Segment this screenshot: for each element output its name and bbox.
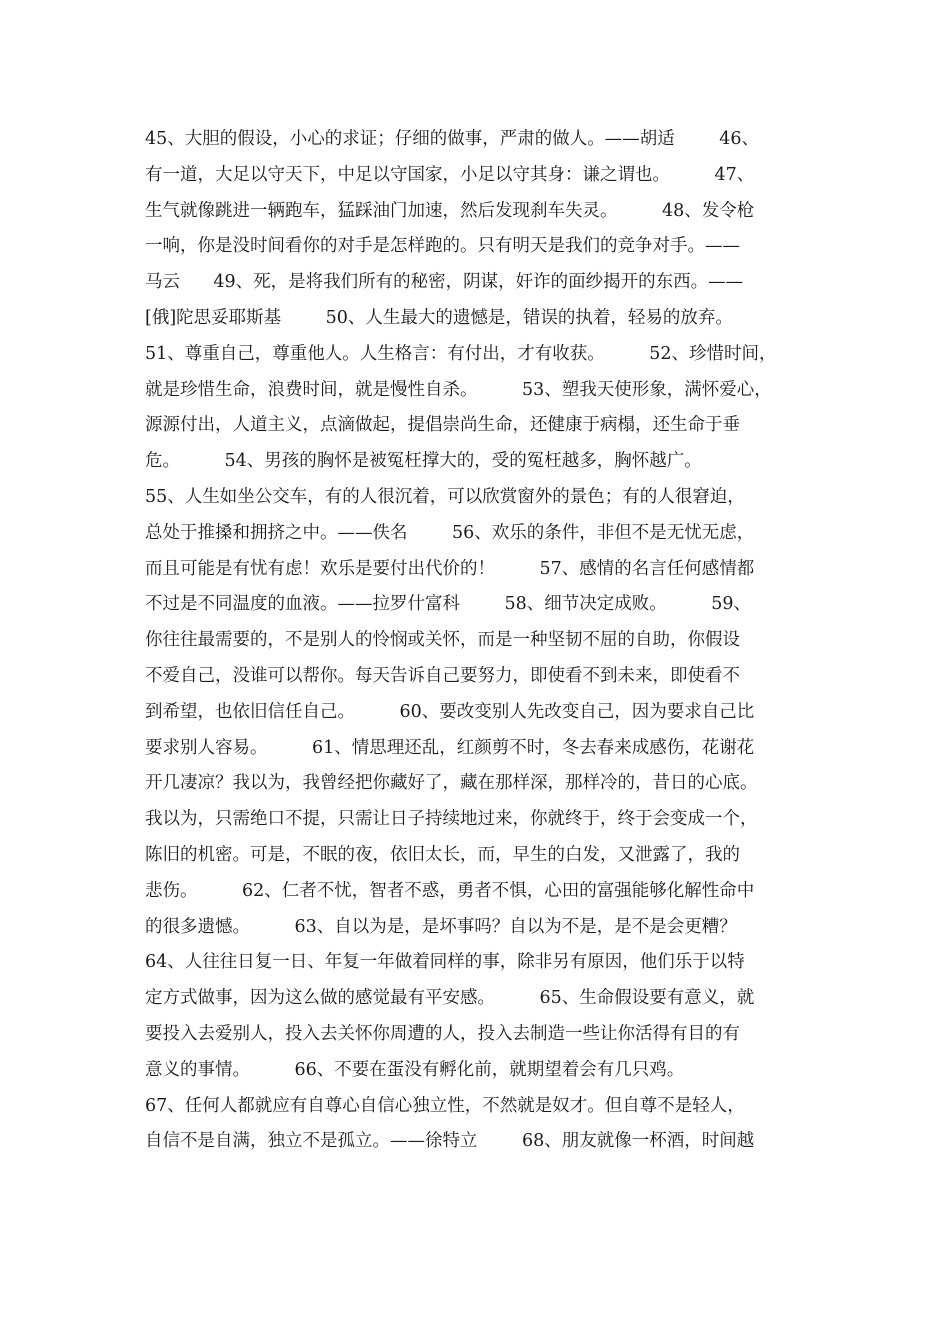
text-line: 要求别人容易。 61、情思理还乱，红颜剪不时，冬去春来成感伤，花谢花 [145, 737, 755, 758]
text-line: 到希望，也依旧信任自己。 60、要改变别人先改变自己，因为要求自己比 [145, 701, 755, 722]
text-line: 陈旧的机密。可是，不眠的夜，依旧太长，而，早生的白发，又泄露了，我的 [145, 844, 740, 865]
text-line: 一响，你是没时间看你的对手是怎样跑的。只有明天是我们的竞争对手。—— [145, 236, 740, 257]
text-line: 不过是不同温度的血液。——拉罗什富科 58、细节决定成败。 59、 [145, 594, 752, 615]
text-line: 危。 54、男孩的胸怀是被冤枉撑大的，受的冤枉越多，胸怀越广。 [145, 451, 702, 472]
text-line: 源源付出，人道主义，点滴做起，提倡崇尚生命，还健康于病榻，还生命于垂 [145, 415, 740, 436]
body-text [145, 122, 825, 1160]
text-line: 51、尊重自己，尊重他人。人生格言：有付出，才有收获。 52、珍惜时间， [145, 343, 777, 364]
text-line: 有一道，大足以守天下，中足以守国家，小足以守其身：谦之谓也。 47、 [145, 164, 755, 185]
text-line: 定方式做事，因为这么做的感觉最有平安感。 65、生命假设要有意义，就 [145, 988, 755, 1009]
text-line: 不爱自己，没谁可以帮你。每天告诉自己要努力，即使看不到未来，即使看不 [145, 665, 740, 686]
text-line: 意义的事情。 66、不要在蛋没有孵化前，就期望着会有几只鸡。 [145, 1059, 685, 1080]
text-line: 自信不是自满，独立不是孤立。——徐特立 68、朋友就像一杯酒，时间越 [145, 1131, 755, 1152]
text-line: 就是珍惜生命，浪费时间，就是慢性自杀。 53、塑我天使形象，满怀爱心， [145, 379, 772, 400]
text-line: 我以为，只需绝口不提，只需让日子持续地过来，你就终于，终于会变成一个， [145, 809, 758, 830]
text-line: 生气就像跳进一辆跑车，猛踩油门加速，然后发现刹车失灵。 48、发令枪 [145, 200, 755, 221]
text-line: 而且可能是有忧有虑！欢乐是要付出代价的！ 57、感情的名言任何感情都 [145, 558, 755, 579]
text-line: 64、人往往日复一日、年复一年做着同样的事，除非另有原因，他们乐于以特 [145, 952, 745, 973]
text-line: 45、大胆的假设，小心的求证；仔细的做事，严肃的做人。——胡适 46、 [145, 129, 760, 149]
text-line: 55、人生如坐公交车，有的人很沉着，可以欣赏窗外的景色；有的人很窘迫， [145, 486, 745, 507]
text-line: 你往往最需要的，不是别人的怜悯或关怀，而是一种坚韧不屈的自助，你假设 [145, 630, 740, 651]
text-line: [俄]陀思妥耶斯基 50、人生最大的遗憾是，错误的执着，轻易的放弃。 [145, 307, 733, 328]
text-line: 67、任何人都就应有自尊心自信心独立性，不然就是奴才。但自尊不是轻人， [145, 1095, 745, 1116]
text-line: 悲伤。 62、仁者不忧，智者不惑，勇者不惧，心田的富强能够化解性命中 [145, 880, 755, 901]
text-line: 马云 49、死，是将我们所有的秘密，阴谋，奸诈的面纱揭开的东西。—— [145, 272, 744, 293]
text-line: 总处于推搡和拥挤之中。——佚名 56、欢乐的条件，非但不是无忧无虑， [145, 522, 755, 543]
text-line: 要投入去爱别人，投入去关怀你周遭的人，投入去制造一些让你活得有目的有 [145, 1023, 740, 1044]
text-line: 的很多遗憾。 63、自以为是，是坏事吗？自以为不是，是不是会更糟？ [145, 916, 737, 937]
text-line: 开几凄凉？我以为，我曾经把你藏好了，藏在那样深，那样冷的，昔日的心底。 [145, 773, 758, 794]
